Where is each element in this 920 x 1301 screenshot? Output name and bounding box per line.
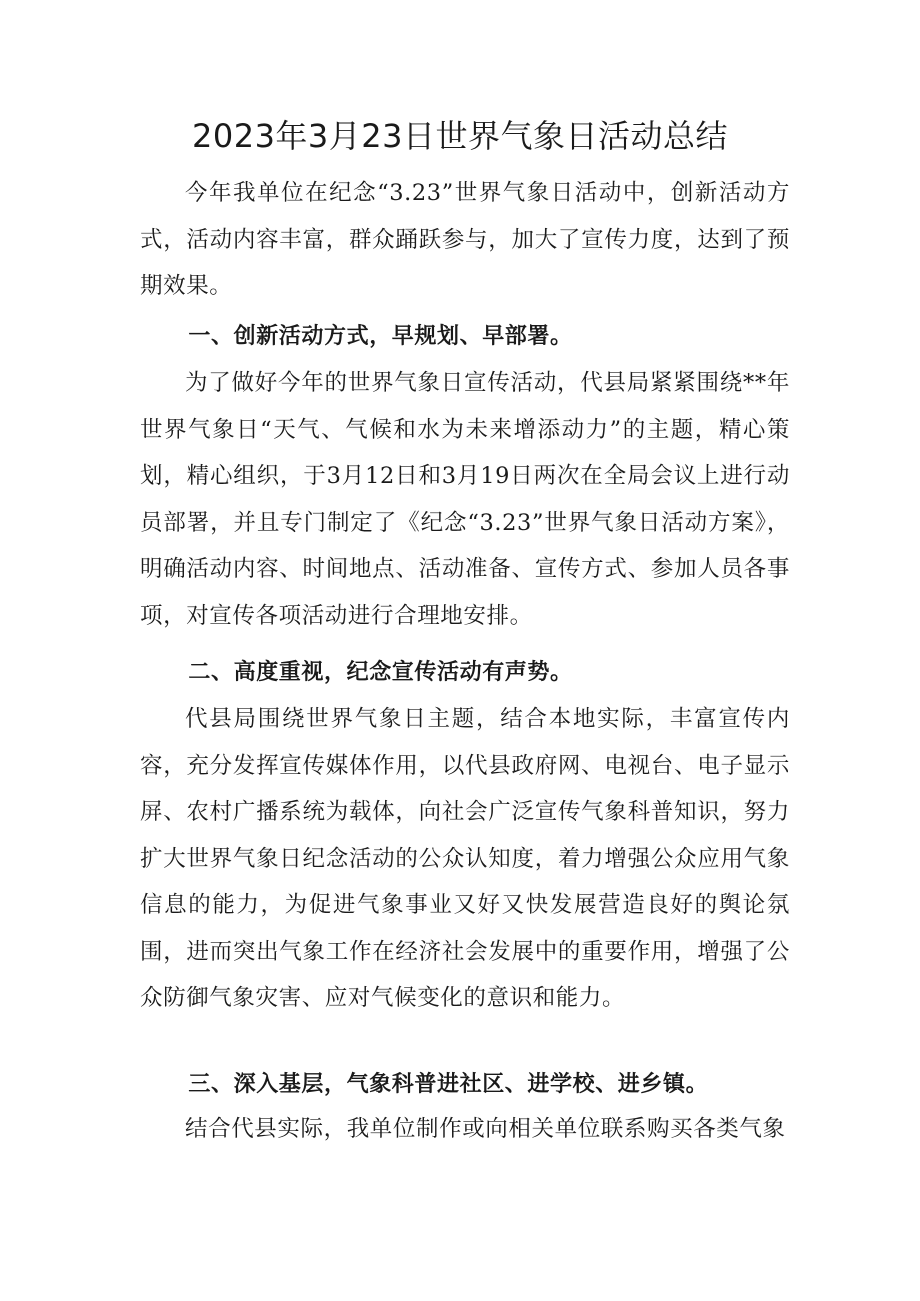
section-2-heading: 二、高度重视，纪念宣传活动有声势。 bbox=[188, 660, 573, 685]
section-1-heading: 一、创新活动方式，早规划、早部署。 bbox=[188, 324, 573, 349]
document-title: 2023年3月23日世界气象日活动总结 bbox=[191, 117, 729, 155]
section-1-body: 为了做好今年的世界气象日宣传活动，代县局紧紧围绕**年世界气象日“天气、气候和水为未来增添动力”的主题，精心策划，精心组织，于3月12日和3月19日两次在全局会议上进行动员部署，并且专门制定了《纪念“3.23”世界气象日活动方案》，明确活动内容、时间地点、活动准备、宣传方式、参加人员各事项，对宣传各项活动进行合理地安排。 bbox=[140, 370, 790, 629]
section-3-body: 结合代县实际，我单位制作或向相关单位联系购买各类气象 bbox=[185, 1116, 786, 1142]
section-2-body: 代县局围绕世界气象日主题，结合本地实际，丰富宣传内容，充分发挥宣传媒体作用，以代县政府网、电视台、电子显示屏、农村广播系统为载体，向社会广泛宣传气象科普知识，努力扩大世界气象日纪念活动的公众认知度，着力增强公众应用气象信息的能力，为促进气象事业又好又快发展营造良好的舆论氛围，进而突出气象工作在经济社会发展中的重要作用，增强了公众防御气象灾害、应对气候变化的意识和能力。 bbox=[140, 706, 790, 1011]
section-3-heading: 三、深入基层，气象科普进社区、进学校、进乡镇。 bbox=[188, 1072, 709, 1097]
intro-paragraph: 今年我单位在纪念“3.23”世界气象日活动中，创新活动方式，活动内容丰富，群众踊跃参与，加大了宣传力度，达到了预期效果。 bbox=[140, 180, 790, 299]
